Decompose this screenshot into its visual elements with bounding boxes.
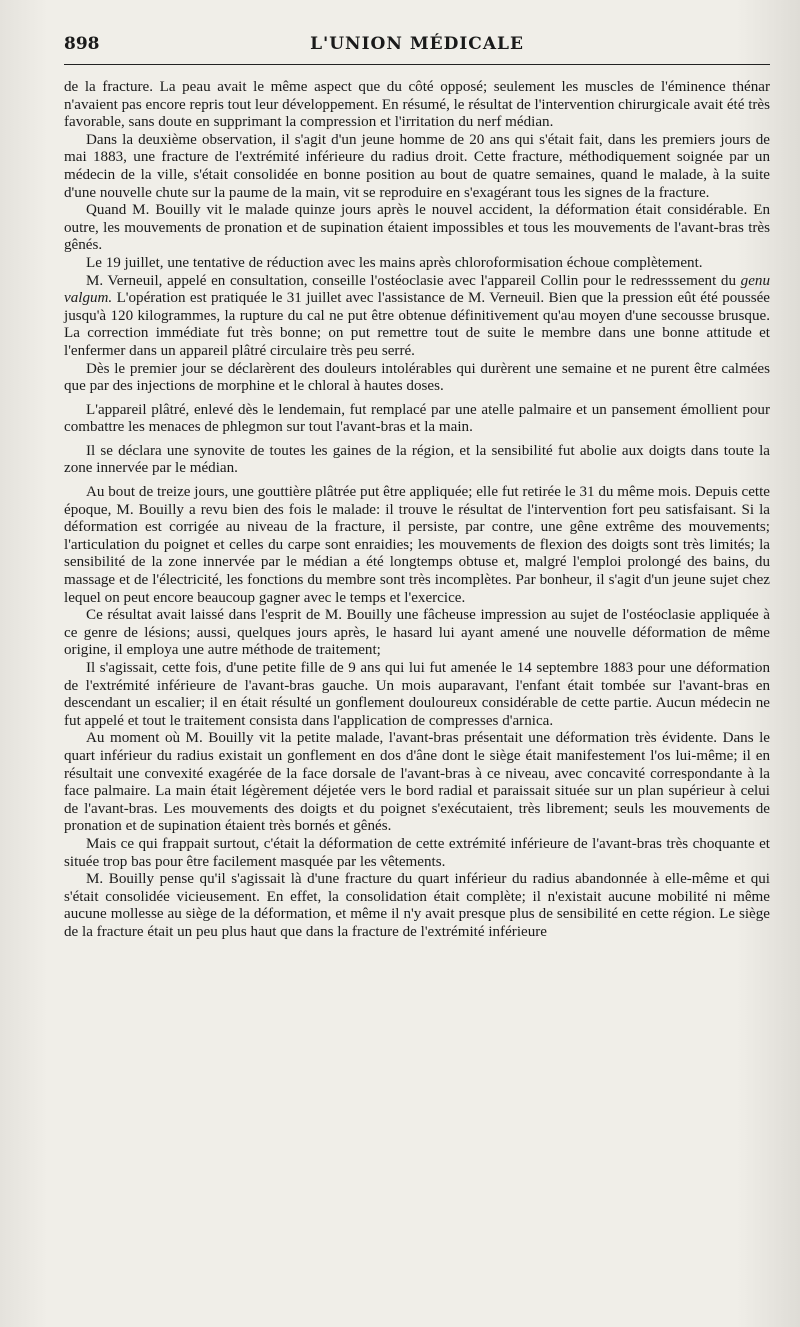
paragraph: Quand M. Bouilly vit le malade quinze jours après le nouvel accident, la déformation était considérable. En outre, les mouvements de pronation et de supination étaient impossibles et tous les mouvements de l'avant-bras très gênés. — [64, 202, 770, 254]
body-text — [64, 79, 770, 942]
paragraph: L'appareil plâtré, enlevé dès le lendemain, fut remplacé par une atelle palmaire et un pansement émollient pour combattre les menaces de phlegmon sur tout l'avant-bras et la main. — [64, 401, 770, 436]
paragraph: Il s'agissait, cette fois, d'une petite fille de 9 ans qui lui fut amenée le 14 septembre 1883 pour une déformation de l'extrémité inférieure de l'avant-bras gauche. Un mois auparavant, l'enfant était tombée sur l'avant-bras en descendant un escalier; il en était résulté un gonflement douloureux considérable de cette partie. Aucun médecin ne fut appelé et tout le traitement consista dans l'application de compresses d'arnica. — [64, 660, 770, 729]
paragraph-text: M. Verneuil, appelé en consultation, conseille l'ostéoclasie avec l'appareil Collin pour le redresssement du — [86, 272, 741, 289]
paragraph: Dans la deuxième observation, il s'agit d'un jeune homme de 20 ans qui s'était fait, dans les premiers jours de mai 1883, une fracture de l'extrémité inférieure du radius droit. Cette fracture, méthodiquement soignée par un médecin de la ville, s'était consolidée en bonne position au bout de quatre semaines, quand le malade, à la suite d'une nouvelle chute sur la paume de la main, vit se reproduire en s'exagérant tous les signes de la fracture. — [64, 131, 770, 201]
paragraph-text: L'opération est pratiquée le 31 juillet avec l'assistance de M. Verneuil. Bien que la pression eût été poussée jusqu'à 120 kilogrammes, la rupture du cal ne put être obtenue définitivement qu'au moyen d'une secousse brusque. La correction immédiate fut très bonne; on put remettre tout de suite le membre dans une bonne attitude et l'enfermer dans un appareil plâtré circulaire très peu serré. — [64, 290, 770, 359]
paragraph: Au bout de treize jours, une gouttière plâtrée put être appliquée; elle fut retirée le 31 du même mois. Depuis cette époque, M. Bouilly a revu bien des fois le malade: il trouve le résultat de l'intervention fort peu satisfaisant. Si la déformation est corrigée au niveau de la fracture, il persiste, par contre, une gêne extrême des mouvements; l'articulation du poignet et celles du carpe sont enraidies; les mouvements de flexion des doigts sont très limités; la sensibilité de la zone innervée par le médian a été longtemps obtuse et, malgré l'emploi prolongé des bains, du massage et de l'électricité, les fonctions du membre sont très incomplètes. Par bonheur, il s'agit d'un jeune sujet chez lequel on peut encore beaucoup gagner avec le temps et l'exercice. — [64, 484, 770, 606]
paragraph: M. Bouilly pense qu'il s'agissait là d'une fracture du quart inférieur du radius abandonnée à elle-même et qui s'était consolidée vicieusement. En effet, la consolidation était complète; il n'existait aucune mobilité ni même aucune mollesse au siège de la déformation, et même il n'y avait presque plus de sensibilité en cette région. Le siège de la fracture était un peu plus haut que dans la fracture de l'extrémité inférieure — [64, 871, 770, 940]
paragraph: Dès le premier jour se déclarèrent des douleurs intolérables qui durèrent une semaine et ne purent être calmées que par des injections de morphine et le chloral à hautes doses. — [64, 360, 770, 395]
paragraph: Ce résultat avait laissé dans l'esprit de M. Bouilly une fâcheuse impression au sujet de l'ostéoclasie appliquée à ce genre de lésions; aussi, quelques jours après, le hasard lui ayant amené une nouvelle déformation de même origine, il employa une autre méthode de traitement; — [64, 607, 770, 659]
page-header — [64, 30, 770, 58]
page-number: 898 — [64, 34, 100, 54]
paragraph: de la fracture. La peau avait le même aspect que du côté opposé; seulement les muscles de l'éminence thénar n'avaient pas encore repris tout leur développement. En résumé, le résultat de l'intervention chirurgicale avait été très favorable, sans doute en supprimant la compression et l'irritation du nerf médian. — [64, 79, 770, 131]
paragraph — [64, 273, 770, 361]
italic-term: genu valgum. — [64, 272, 770, 307]
paragraph: Au moment où M. Bouilly vit la petite malade, l'avant-bras présentait une déformation très évidente. Dans le quart inférieur du radius existait un gonflement en dos d'âne dont le siège était manifestement l'os lui-même; il en résultait une convexité exagérée de la face dorsale de l'avant-bras à ce niveau, avec concavité correspondante à la face palmaire. La main était légèrement déjetée vers le bord radial et paraissait située sur un plan supérieur à celui de l'avant-bras. Les mouvements des doigts et du poignet s'exécutaient, très librement; seuls les mouvements de pronation et de supination étaient très bornés et gênés. — [64, 730, 770, 835]
paragraph: Mais ce qui frappait surtout, c'était la déformation de cette extrémité inférieure de l'avant-bras très choquante et située trop bas pour être facilement masquée par les vêtements. — [64, 835, 770, 870]
running-title: L'UNION MÉDICALE — [310, 34, 524, 54]
paragraph: Il se déclara une synovite de toutes les gaines de la région, et la sensibilité fut abolie aux doigts dans toute la zone innervée par le médian. — [64, 442, 770, 477]
header-rule — [64, 64, 770, 65]
paragraph: Le 19 juillet, une tentative de réduction avec les mains après chloroformisation échoue complètement. — [86, 254, 703, 271]
